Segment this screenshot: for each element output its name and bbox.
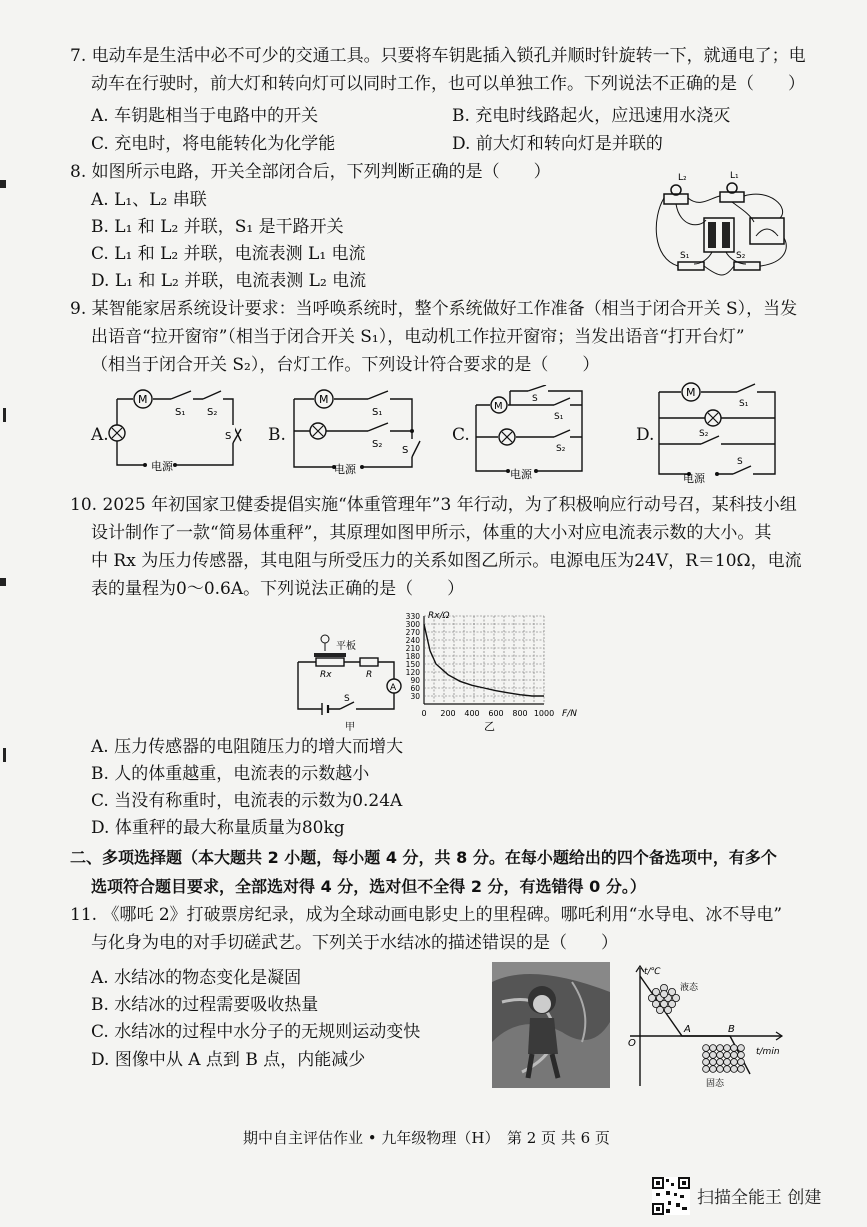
q11-solid-molecules [703, 1045, 745, 1073]
q9-stem-line3: （相当于闭合开关 S₂），台灯工作。下列设计符合要求的是（ ） [91, 355, 600, 375]
q9-circuit-b [284, 385, 434, 475]
solid-molecule [724, 1045, 731, 1052]
q10-stem-line4: 表的量程为0～0.6A。下列说法正确的是（ ） [91, 579, 465, 599]
q10-switch-label: S [344, 694, 350, 704]
solid-molecule [738, 1052, 745, 1059]
y-tick-label: 90 [410, 676, 420, 685]
qr-code-icon [652, 1177, 690, 1215]
q9b-motor-label: M [319, 393, 329, 406]
q9a-s2-label: S₂ [207, 407, 218, 418]
q10-graph-ylabel: Rx/Ω [428, 611, 450, 621]
solid-molecule [703, 1066, 710, 1073]
q11-option-d: D. 图像中从 A 点到 B 点，内能减少 [91, 1050, 366, 1070]
q9b-s-label: S [402, 445, 409, 456]
y-tick-label: 60 [410, 684, 420, 693]
x-tick-label: 600 [488, 709, 504, 718]
binding-mark [3, 408, 6, 422]
q9d-s-label: S [737, 457, 743, 467]
q9c-motor-label: M [494, 401, 503, 412]
y-tick-label: 150 [405, 660, 420, 669]
liquid-molecule [660, 990, 667, 997]
q10-caption-yi: 乙 [484, 720, 495, 733]
q9-stem-line2: 出语音“拉开窗帘”（相当于闭合开关 S₁），电动机工作拉开窗帘；当发出语音“打开台灯” [91, 327, 745, 347]
x-tick-label: 400 [464, 709, 480, 718]
section2-heading-line2: 选项符合题目要求，全部选对得 4 分，选对但不全得 2 分，有选错得 0 分。） [91, 877, 646, 896]
q9c-s2-label: S₂ [556, 444, 566, 454]
q10-graph-yi [398, 606, 588, 736]
solid-molecule [731, 1059, 738, 1066]
q11-graph-xlabel: t/min [756, 1047, 780, 1057]
q7-option-b: B. 充电时线路起火，应迅速用水浇灭 [452, 106, 731, 126]
q9-circuit-c [470, 385, 600, 480]
q9-option-c-label: C. [452, 425, 470, 445]
y-tick-label: 210 [405, 644, 420, 653]
solid-molecule [703, 1052, 710, 1059]
q10-ammeter-label: A [390, 683, 397, 693]
q9b-s2-label: S₂ [372, 439, 383, 450]
q11-point-a: A [684, 1024, 691, 1035]
q8-label-s2: S₂ [736, 251, 746, 261]
liquid-molecule [664, 1006, 671, 1013]
q7-option-a: A. 车钥匙相当于电路中的开关 [91, 106, 319, 126]
q11-stem-line1: 11. 《哪吒 2》打破票房纪录，成为全球动画电影史上的里程碑。哪吒利用“水导电、冰不导电” [70, 905, 783, 925]
solid-molecule [738, 1059, 745, 1066]
q11-graph-ylabel: t/℃ [644, 967, 661, 977]
q9d-s1-label: S₁ [739, 399, 749, 409]
solid-molecule [724, 1052, 731, 1059]
q8-option-a: A. L₁、L₂ 串联 [91, 190, 207, 210]
q9-stem-line1: 9. 某智能家居系统设计要求：当呼唤系统时，整个系统做好工作准备（相当于闭合开关 S），当发 [70, 299, 798, 319]
q9-circuit-d [655, 378, 785, 486]
q9a-motor-label: M [138, 393, 148, 406]
solid-molecule [738, 1045, 745, 1052]
solid-molecule [717, 1052, 724, 1059]
q9b-s1-label: S₁ [372, 407, 383, 418]
solid-molecule [710, 1052, 717, 1059]
q10-stem-line2: 设计制作了一款“简易体重秤”，其原理如图甲所示，体重的大小对应电流表示数的大小。其 [91, 523, 772, 543]
q10-caption-jia: 甲 [345, 722, 355, 733]
q11-point-b: B [728, 1024, 735, 1035]
q8-label-s1: S₁ [680, 251, 690, 261]
y-tick-label: 330 [405, 612, 420, 621]
solid-molecule [731, 1045, 738, 1052]
liquid-molecule [656, 1006, 663, 1013]
q9c-power-label: 电源 [510, 468, 532, 480]
q11-temperature-time-graph [620, 962, 792, 1088]
q7-option-c: C. 充电时，将电能转化为化学能 [91, 134, 336, 154]
q10-graph-grid [424, 616, 544, 704]
q8-label-l1: L₁ [730, 171, 739, 181]
binding-mark [3, 748, 6, 762]
q11-stem-line2: 与化身为电的对手切磋武艺。下列关于水结冰的描述错误的是（ ） [91, 933, 618, 953]
q8-stem: 8. 如图所示电路，开关全部闭合后，下列判断正确的是（ ） [70, 162, 551, 182]
q11-option-a: A. 水结冰的物态变化是凝固 [91, 968, 302, 988]
solid-molecule [710, 1045, 717, 1052]
solid-molecule [731, 1066, 738, 1073]
q10-graph-xlabel: F/N [562, 709, 577, 719]
q11-option-c: C. 水结冰的过程中水分子的无规则运动变快 [91, 1022, 421, 1042]
solid-molecule [703, 1045, 710, 1052]
q10-option-d: D. 体重秤的最大称量质量为80kg [91, 818, 345, 838]
q9c-s1-label: S₁ [554, 412, 564, 422]
q9-option-d-label: D. [636, 425, 655, 445]
y-tick-label: 30 [410, 692, 420, 701]
q8-label-l2: L₂ [678, 173, 687, 183]
q11-option-b: B. 水结冰的过程需要吸收热量 [91, 995, 319, 1015]
solid-molecule [724, 1066, 731, 1073]
solid-molecule [710, 1066, 717, 1073]
q9a-power-label: 电源 [151, 460, 173, 473]
q9d-power-label: 电源 [683, 472, 705, 485]
q9a-s1-label: S₁ [175, 407, 186, 418]
q10-fig-jia-circuit [290, 633, 408, 735]
q11-origin-label: O [628, 1038, 636, 1049]
q10-rx-label: Rx [320, 670, 332, 680]
camscanner-watermark: 扫描全能王 创建 [697, 1188, 822, 1208]
solid-molecule [717, 1045, 724, 1052]
q10-stem-line3: 中 Rx 为压力传感器，其电阻与所受压力的关系如图乙所示。电源电压为24V，R＝10Ω，电流 [91, 551, 802, 571]
q8-option-c: C. L₁ 和 L₂ 并联，电流表测 L₁ 电流 [91, 244, 366, 264]
x-tick-label: 1000 [533, 709, 555, 718]
binding-mark [0, 578, 6, 586]
q9c-s-label: S [532, 394, 538, 404]
q8-option-d: D. L₁ 和 L₂ 并联，电流表测 L₂ 电流 [91, 271, 367, 291]
solid-molecule [710, 1059, 717, 1066]
x-tick-label: 0 [421, 709, 427, 718]
y-tick-label: 180 [405, 652, 420, 661]
q9-option-b-label: B. [268, 425, 286, 445]
q9d-motor-label: M [686, 386, 696, 399]
binding-mark [0, 180, 6, 188]
q10-option-a: A. 压力传感器的电阻随压力的增大而增大 [91, 737, 404, 757]
solid-molecule [717, 1059, 724, 1066]
q8-circuit-photo-diagram [650, 168, 795, 290]
q10-plate-label: 平板 [336, 641, 356, 652]
q7-option-d: D. 前大灯和转向灯是并联的 [452, 134, 663, 154]
q9d-s2-label: S₂ [699, 429, 709, 439]
page-footer: 期中自主评估作业 • 九年级物理（H） 第 2 页 共 6 页 [243, 1129, 610, 1147]
q9-circuit-a [105, 385, 245, 473]
y-tick-label: 120 [405, 668, 420, 677]
q10-graph-ticks [406, 612, 555, 718]
y-tick-label: 240 [405, 636, 420, 645]
solid-molecule [731, 1052, 738, 1059]
solid-molecule [724, 1059, 731, 1066]
solid-molecule [703, 1059, 710, 1066]
x-tick-label: 200 [440, 709, 456, 718]
q9b-power-label: 电源 [334, 463, 356, 475]
q10-r-label: R [366, 670, 373, 680]
y-tick-label: 300 [405, 620, 420, 629]
q8-option-b: B. L₁ 和 L₂ 并联，S₁ 是干路开关 [91, 217, 344, 237]
q11-solid-label: 固态 [706, 1079, 725, 1088]
q11-liquid-label: 液态 [680, 983, 699, 993]
liquid-molecule [648, 994, 655, 1001]
solid-molecule [738, 1066, 745, 1073]
q7-stem-line1: 7. 电动车是生活中必不可少的交通工具。只要将车钥匙插入锁孔并顺时针旋转一下，就通电了；电 [70, 46, 806, 66]
q10-stem-line1: 10. 2025 年初国家卫健委提倡实施“体重管理年”3 年行动，为了积极响应行动号召，某科技小组 [70, 495, 797, 515]
solid-molecule [717, 1066, 724, 1073]
q10-option-c: C. 当没有称重时，电流表的示数为0.24A [91, 791, 403, 811]
q9-option-a-label: A. [91, 425, 109, 445]
q11-nezha-image [492, 962, 610, 1088]
q7-stem-line2: 动车在行驶时，前大灯和转向灯可以同时工作，也可以单独工作。下列说法不正确的是（ ） [91, 74, 805, 94]
q10-option-b: B. 人的体重越重，电流表的示数越小 [91, 764, 370, 784]
y-tick-label: 270 [405, 628, 420, 637]
q9a-s-label: S [225, 431, 232, 442]
x-tick-label: 800 [512, 709, 528, 718]
section2-heading-line1: 二、多项选择题（本大题共 2 小题，每小题 4 分，共 8 分。在每小题给出的四个备选项中，有多个 [70, 848, 777, 867]
